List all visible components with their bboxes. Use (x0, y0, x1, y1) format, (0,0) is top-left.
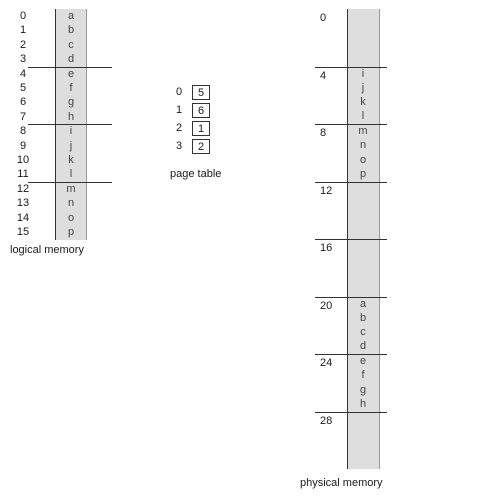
logical-content: h (67, 110, 75, 123)
frame-address: 8 (320, 127, 327, 139)
physical-content: j (361, 81, 365, 94)
logical-address: 7 (19, 110, 27, 123)
physical-content: o (359, 153, 367, 166)
logical-content: c (68, 38, 74, 51)
page-table-index: 3 (175, 140, 183, 152)
logical-address: 1 (19, 24, 27, 37)
logical-address: 3 (19, 53, 27, 66)
frame-address: 0 (320, 12, 327, 24)
physical-content: c (360, 326, 366, 339)
physical-memory (300, 0, 486, 496)
physical-content: g (359, 383, 367, 396)
physical-content: a (359, 297, 367, 310)
logical-content: m (66, 182, 76, 195)
page-table-caption: page table (170, 168, 222, 180)
physical-content: i (361, 67, 365, 80)
physical-content: k (360, 96, 366, 109)
page-table-frame: 2 (192, 139, 210, 154)
logical-address: 8 (19, 125, 27, 138)
logical-content: g (67, 96, 75, 109)
page-table-index: 2 (175, 122, 183, 134)
logical-address: 4 (19, 67, 27, 80)
frame-address: 24 (320, 357, 333, 369)
logical-address: 5 (19, 82, 27, 94)
frame-address: 16 (320, 242, 333, 254)
logical-address: 12 (16, 182, 30, 195)
logical-address: 13 (16, 197, 30, 210)
physical-content: d (359, 340, 367, 353)
logical-address: 9 (19, 139, 27, 152)
physical-content: l (361, 110, 365, 123)
logical-content: n (67, 197, 75, 210)
logical-address: 10 (16, 154, 30, 166)
physical-content: h (359, 397, 367, 410)
page-table-index: 0 (175, 86, 183, 98)
page-boundary-line (28, 124, 112, 125)
page-table-frame: 5 (192, 85, 210, 100)
page-table-index: 1 (175, 104, 183, 116)
logical-address: 6 (19, 96, 27, 109)
logical-address: 11 (17, 168, 29, 181)
logical-content: e (67, 67, 75, 80)
frame-address: 4 (320, 69, 327, 82)
page-table-frame: 6 (192, 103, 210, 118)
physical-memory-caption: physical memory (300, 477, 383, 489)
page-table-frame: 1 (192, 121, 210, 136)
logical-content: o (67, 211, 75, 224)
physical-content: f (361, 369, 365, 382)
frame-boundary-line (315, 239, 387, 240)
physical-content: n (359, 139, 367, 152)
page-boundary-line (28, 67, 112, 68)
physical-content: p (359, 167, 367, 180)
frame-address: 28 (320, 414, 333, 427)
logical-address: 0 (19, 10, 27, 22)
logical-content: a (67, 10, 75, 22)
frame-boundary-line (315, 412, 387, 413)
logical-address: 15 (16, 226, 30, 238)
page-boundary-line (28, 182, 112, 183)
logical-content: l (69, 168, 73, 181)
frame-address: 12 (320, 184, 333, 197)
physical-content: e (359, 355, 367, 367)
logical-content: p (67, 226, 75, 238)
logical-content: f (69, 82, 73, 94)
logical-address: 14 (16, 211, 30, 224)
logical-address: 2 (19, 38, 27, 51)
logical-content: d (67, 53, 75, 66)
physical-content: m (358, 125, 368, 137)
logical-memory-caption: logical memory (10, 244, 84, 256)
frame-address: 20 (320, 299, 333, 312)
frame-boundary-line (315, 182, 387, 183)
page-table (170, 85, 240, 185)
logical-content: b (67, 24, 75, 37)
physical-content: b (359, 311, 367, 324)
logical-content: k (68, 154, 74, 166)
logical-content: j (69, 139, 73, 152)
logical-content: i (69, 125, 73, 138)
logical-memory (0, 0, 120, 260)
